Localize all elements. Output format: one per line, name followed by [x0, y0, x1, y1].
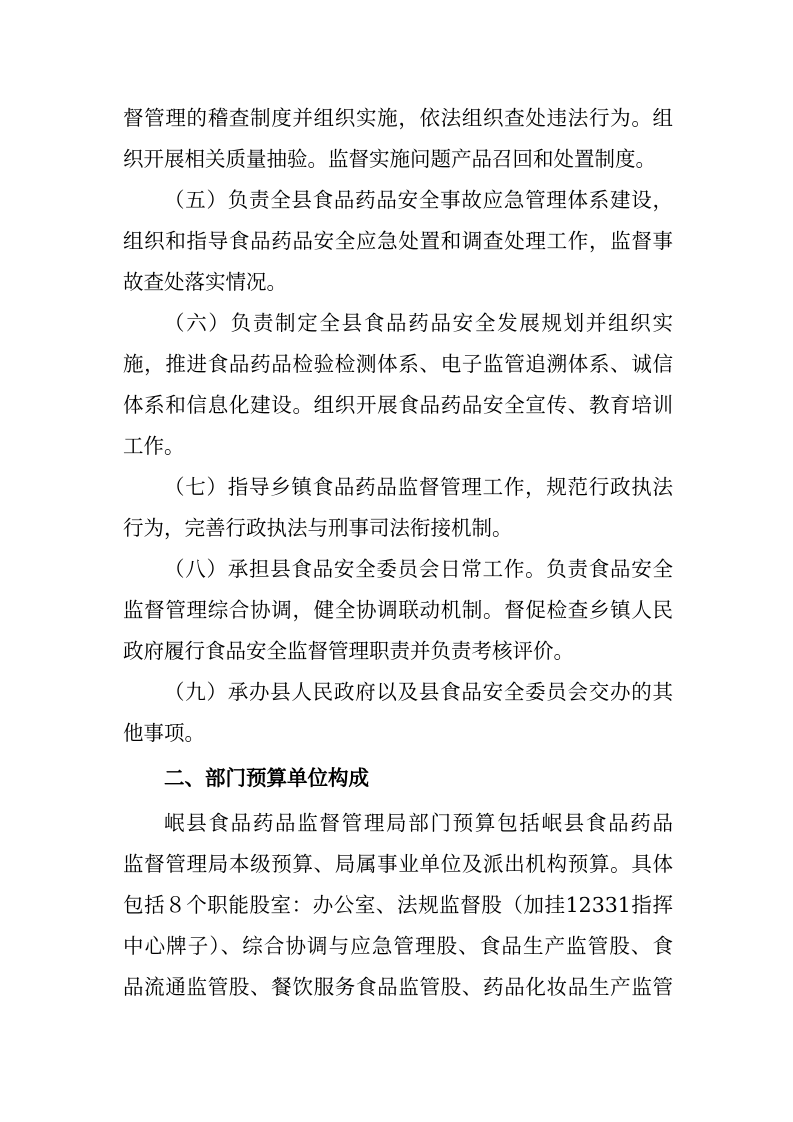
item-7-line: 行为，完善行政执法与刑事司法衔接机制。 [123, 516, 513, 540]
item-5-line: 组织和指导食品药品安全应急处置和调查处理工作，监督事 [123, 229, 673, 253]
section-paragraph-line: 岷县食品药品监督管理局部门预算包括岷县食品药品 [164, 811, 673, 835]
section-paragraph-line: 品流通监管股、餐饮服务食品监管股、药品化妆品生产监管 [123, 975, 673, 999]
item-7-line: （七）指导乡镇食品药品监督管理工作，规范行政执法 [164, 475, 673, 499]
section-paragraph-line: 包括８个职能股室：办公室、法规监督股（加挂12331指挥 [123, 893, 673, 917]
item-6-line: 体系和信息化建设。组织开展食品药品安全宣传、教育培训 [123, 393, 673, 417]
section-heading: 二、部门预算单位构成 [164, 766, 369, 790]
item-6-line: （六）负责制定全县食品药品安全发展规划并组织实 [164, 311, 673, 335]
item-8-line: （八）承担县食品安全委员会日常工作。负责食品安全 [164, 557, 673, 581]
item-9-line: 他事项。 [123, 721, 205, 745]
item-8-line: 政府履行食品安全监督管理职责并负责考核评价。 [123, 639, 574, 663]
item-5-line: （五）负责全县食品药品安全事故应急管理体系建设， [164, 188, 673, 212]
paragraph-line: 织开展相关质量抽验。监督实施问题产品召回和处置制度。 [123, 147, 656, 171]
section-paragraph-line: 中心牌子）、综合协调与应急管理股、食品生产监管股、食 [123, 934, 673, 958]
item-6-line: 工作。 [123, 434, 185, 458]
item-9-line: （九）承办县人民政府以及县食品安全委员会交办的其 [164, 680, 673, 704]
item-8-line: 监督管理综合协调，健全协调联动机制。督促检查乡镇人民 [123, 598, 673, 622]
section-paragraph-line: 监督管理局本级预算、局属事业单位及派出机构预算。具体 [123, 852, 673, 876]
item-6-line: 施，推进食品药品检验检测体系、电子监管追溯体系、诚信 [123, 352, 673, 376]
paragraph-line: 督管理的稽查制度并组织实施，依法组织查处违法行为。组 [123, 106, 673, 130]
item-5-line: 故查处落实情况。 [123, 270, 287, 294]
